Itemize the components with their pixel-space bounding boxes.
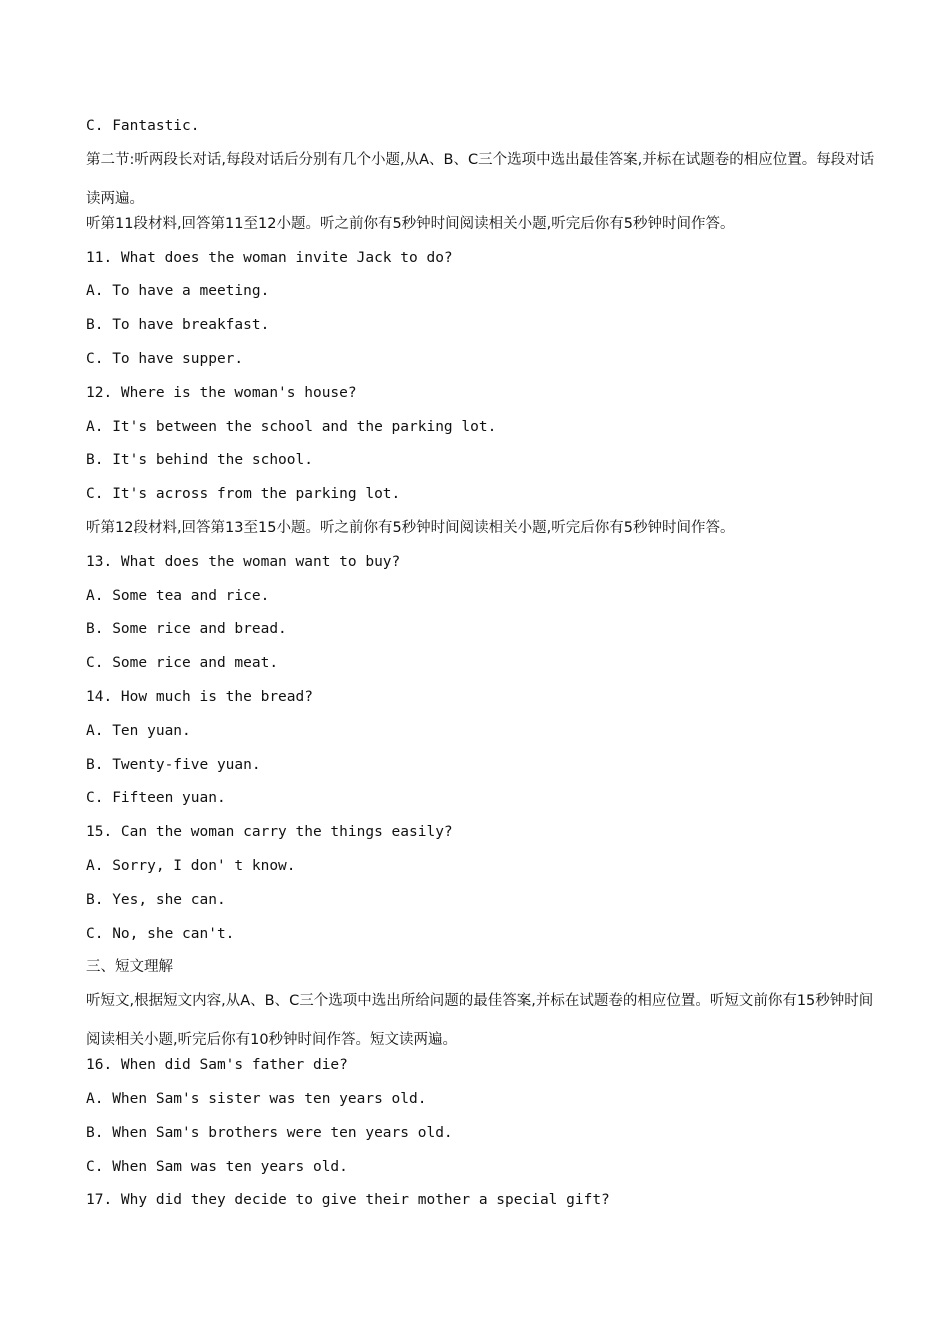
section-2-instructions: 第二节:听两段长对话,每段对话后分别有几个小题,从A、B、C三个选项中选出最佳答案,并标在试题卷的相应位置。每段对话读两遍。 (86, 151, 875, 207)
question-15-option-c: C. No, she can't. (86, 925, 235, 942)
option-c-fantastic: C. Fantastic. (86, 118, 200, 134)
question-12-option-a: A. It's between the school and the parking lot. (86, 418, 497, 435)
question-13-option-c: C. Some rice and meat. (86, 655, 279, 672)
question-17: 17. Why did they decide to give their mother a special gift? (86, 1192, 610, 1209)
question-11: 11. What does the woman invite Jack to do? (86, 249, 453, 266)
question-16-option-c: C. When Sam was ten years old. (86, 1158, 348, 1175)
question-16-option-a: A. When Sam's sister was ten years old. (86, 1090, 427, 1107)
question-12: 12. Where is the woman's house? (86, 384, 357, 401)
question-12-option-b: B. It's behind the school. (86, 452, 313, 469)
material-11-instructions: 听第11段材料,回答第11至12小题。听之前你有5秒钟时间阅读相关小题,听完后你有5秒钟时间作答。 (86, 215, 735, 232)
question-11-option-c: C. To have supper. (86, 350, 244, 367)
question-15-option-b: B. Yes, she can. (86, 891, 226, 908)
question-11-option-b: B. To have breakfast. (86, 317, 270, 334)
question-14-option-b: B. Twenty-five yuan. (86, 756, 261, 773)
exam-page (86, 116, 876, 1224)
question-15: 15. Can the woman carry the things easily? (86, 824, 453, 841)
question-14-option-a: A. Ten yuan. (86, 722, 191, 739)
question-13: 13. What does the woman want to buy? (86, 553, 401, 570)
question-16: 16. When did Sam's father die? (86, 1057, 348, 1074)
section-3-instructions: 听短文,根据短文内容,从A、B、C三个选项中选出所给问题的最佳答案,并标在试题卷的相应位置。听短文前你有15秒钟时间阅读相关小题,听完后你有10秒钟时间作答。短文读两遍。 (86, 993, 874, 1049)
section-3-heading: 三、短文理解 (86, 959, 173, 976)
question-13-option-a: A. Some tea and rice. (86, 587, 270, 604)
question-13-option-b: B. Some rice and bread. (86, 621, 287, 638)
question-16-option-b: B. When Sam's brothers were ten years old. (86, 1124, 453, 1141)
question-11-option-a: A. To have a meeting. (86, 283, 270, 300)
question-14: 14. How much is the bread? (86, 688, 313, 705)
question-14-option-c: C. Fifteen yuan. (86, 790, 226, 807)
question-15-option-a: A. Sorry, I don' t know. (86, 857, 296, 874)
material-12-instructions: 听第12段材料,回答第13至15小题。听之前你有5秒钟时间阅读相关小题,听完后你有5秒钟时间作答。 (86, 519, 735, 536)
question-12-option-c: C. It's across from the parking lot. (86, 486, 401, 503)
